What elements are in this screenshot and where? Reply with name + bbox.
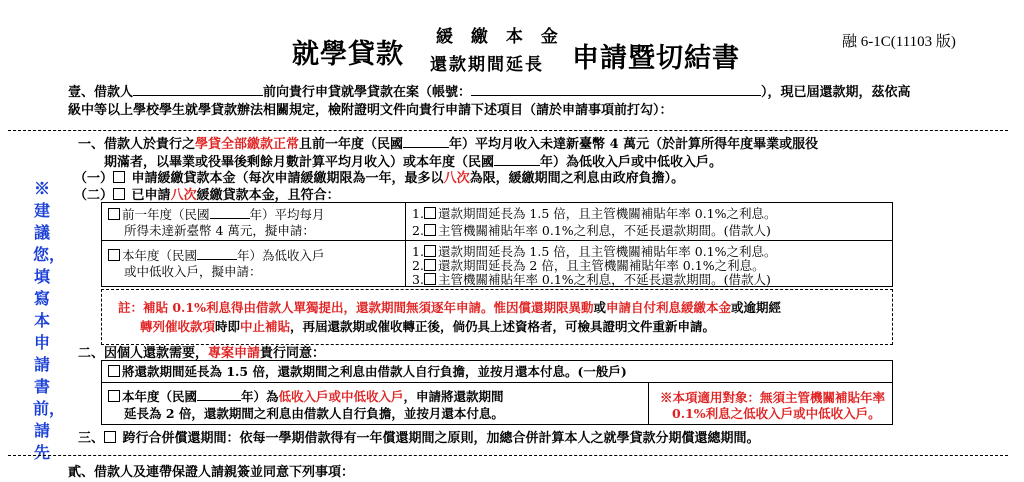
t2-row2-red: 低收入戶或中低收入戶 (278, 389, 404, 404)
opt1-a: 申請緩繳貸款本金（每次申請緩繳期限為一年，最多以 (131, 171, 444, 186)
title-top: 緩 繳 本 金 (436, 27, 564, 47)
t2-row2-c: ，申請將還款期間 (403, 389, 504, 404)
s3-checkbox[interactable] (104, 431, 116, 443)
t1-r1-opt2 (412, 222, 771, 239)
note-line1 (118, 299, 781, 316)
dashed-divider-bottom (8, 455, 1008, 456)
t1-r1-left-c: 所得未達新臺幣 4 萬元，擬申請： (124, 223, 315, 238)
note-g: 時即 (215, 319, 241, 334)
note-b: 償還期限異動 (518, 300, 594, 315)
t1-r2-opt3-num: 3. (412, 272, 424, 287)
intro-line1 (68, 82, 911, 102)
t1-r1-year-blank[interactable] (210, 205, 250, 219)
s1-line2b: 年）為低收入戶或中低收入戶。 (540, 155, 723, 170)
table1-divider-v (405, 202, 406, 287)
opt2-b: 緩繳貸款本金，且符合： (196, 188, 340, 203)
t1-r1-opt1 (412, 205, 777, 222)
t2-row1-checkbox[interactable] (108, 365, 120, 377)
t1-r2-left-c: 或中低收入戶，擬申請： (124, 264, 262, 279)
t2-row2-checkbox[interactable] (108, 390, 120, 402)
t1-r1-left (108, 205, 325, 223)
s2-red: 專案申請 (208, 346, 261, 361)
s1-line2: 期滿者，以畢業或役畢後剩餘月數計算平均月收入）或本年度（民國 (104, 155, 495, 170)
opt1-b: 為限，緩繳期間之利息由政府負擔）。 (469, 171, 685, 186)
s3-text: 跨行合併償還期間：依每一學期借款得有一年償還期間之原則，加總合併計算本人之就學貸款分期償還總期間。 (122, 431, 760, 446)
t1-r2-opt1-num: 1. (412, 244, 424, 259)
t2-row2-line2: 延長為 2 倍，還款期間之利息由借款人自行負擔，並按月還本付息。 (124, 406, 504, 421)
table2-divider-h (101, 382, 893, 383)
t2-row1 (108, 363, 627, 380)
t1-r2-opt2-num: 2. (412, 258, 424, 273)
t1-r1-opt1-text: 還款期間延長為 1.5 倍，且主管機關補貼年率 0.1%之利息。 (437, 206, 777, 221)
section1-line1 (78, 134, 818, 154)
title-bottom: 還款期間延長 (430, 55, 544, 75)
side-note: ※建議您，填寫本申請書前，請先 (33, 179, 66, 462)
t2-row2-year-blank[interactable] (197, 387, 241, 401)
opt2-num: （二） (74, 188, 114, 203)
t2-row2-b: 年）為 (241, 389, 279, 404)
opt2-checkbox[interactable] (113, 188, 125, 200)
t1-r2-opt1-text: 還款期間延長為 1.5 倍，且主管機關補貼年率 0.1%之利息。 (437, 244, 777, 259)
section1-line2 (104, 152, 722, 172)
note-line2 (140, 318, 715, 335)
t1-r2-left (108, 246, 325, 264)
intro-tail: ），現已屆還款期，茲依高 (761, 85, 911, 100)
t1-r2-a: 本年度（民國 (122, 248, 198, 263)
s1-b: 且前一年度（民國 (299, 137, 404, 152)
s1-year2-blank[interactable] (494, 152, 540, 166)
intro-mid: 前向貴行申貸就學貸款在案（帳號： (263, 85, 472, 100)
s1-red: 學貸全部繳款正常 (195, 137, 300, 152)
table1-divider-h (101, 240, 893, 241)
t1-r2-opt2-text: 還款期間延長為 2 倍，且主管機關補貼年率 0.1%之利息。 (437, 258, 765, 273)
intro-line2: 級中等以上學校學生就學貸款辦法相關規定，檢附證明文件向貴行申請下述項目（請於申請事項前打勾）： (68, 103, 673, 118)
borrower-name-blank[interactable] (133, 82, 263, 96)
opt1-num: （一） (74, 171, 114, 186)
section3 (78, 430, 760, 448)
opt2-red: 八次 (170, 188, 197, 203)
t2-note-line2: 0.1%利息之低收入戶或中低收入戶。 (672, 406, 881, 421)
t1-r1-b: 年）平均每月 (249, 207, 325, 222)
t1-r2-opt3-checkbox[interactable] (424, 273, 436, 285)
t2-row1-text: 將還款期間延長為 1.5 倍，還款期間之利息由借款人自行負擔，並按月還本付息。(一般戶) (122, 364, 627, 379)
t1-r1-opt2-checkbox[interactable] (424, 224, 436, 236)
note-a: 註：補貼 0.1%利息得由借款人單獨提出，還款期間無須逐年申請。惟因 (118, 300, 519, 315)
form-code: 融 6-1C(11103 版) (842, 34, 956, 50)
s2-a: 二、因個人還款需要， (78, 346, 209, 361)
section1-opt1 (74, 170, 684, 188)
t1-r1-a: 前一年度（民國 (122, 207, 210, 222)
note-h: 中止補貼 (240, 319, 291, 334)
t1-r1-opt1-checkbox[interactable] (424, 207, 436, 219)
table2-divider-v (648, 382, 649, 425)
note-f: 轉列催收款項 (140, 319, 216, 334)
note-c: 或 (593, 300, 607, 315)
title-right: 申請暨切結書 (572, 43, 740, 74)
dashed-divider-top (8, 130, 1008, 131)
s1-c: 年）平均月收入未達新臺幣 4 萬元（於計算所得年度畢業或服役 (449, 137, 819, 152)
t1-r2-opt3 (412, 271, 771, 288)
t1-r2-checkbox[interactable] (108, 249, 120, 261)
opt1-checkbox[interactable] (113, 171, 125, 183)
title-left: 就學貸款 (292, 39, 404, 70)
t1-r2-opt1-checkbox[interactable] (424, 245, 436, 257)
opt1-red: 八次 (443, 171, 470, 186)
t1-r1-checkbox[interactable] (108, 208, 120, 220)
opt2-a: 已申請 (131, 188, 171, 203)
account-number-blank[interactable] (471, 82, 761, 96)
t1-r1-opt2-num: 2. (412, 223, 424, 238)
note-box (101, 289, 893, 345)
t1-r1-opt1-num: 1. (412, 206, 424, 221)
s1-a: 一、借款人於貴行之 (78, 137, 196, 152)
t1-r2-opt3-text: 主管機關補貼年率 0.1%之利息，不延長還款期間。(借款人) (437, 272, 771, 287)
t2-row2-a: 本年度（民國 (122, 389, 198, 404)
t1-r2-b: 年）為低收入戶 (237, 248, 325, 263)
s3-num: 三、 (78, 431, 105, 446)
footer-cut-line: 貳、借款人及連帶保證人請親簽並同意下列事項： (68, 465, 355, 480)
t2-note-line1: ※本項適用對象：無須主管機關補貼年率 (660, 390, 886, 405)
note-d: 申請自付利息緩繳本金 (606, 300, 732, 315)
t1-r2-year-blank[interactable] (197, 246, 237, 260)
t2-row2 (108, 387, 504, 405)
t1-r2-opt2-checkbox[interactable] (424, 259, 436, 271)
note-e: 或逾期經 (731, 300, 782, 315)
intro-label: 壹、借款人 (68, 85, 134, 100)
s2-b: 貴行同意： (260, 346, 326, 361)
s1-year-blank[interactable] (403, 134, 449, 148)
t1-r1-opt2-text: 主管機關補貼年率 0.1%之利息，不延長還款期間。(借款人) (437, 223, 771, 238)
note-i: ，再屆還款期或催收轉正後，倘仍具上述資格者，可檢具證明文件重新申請。 (290, 319, 716, 334)
